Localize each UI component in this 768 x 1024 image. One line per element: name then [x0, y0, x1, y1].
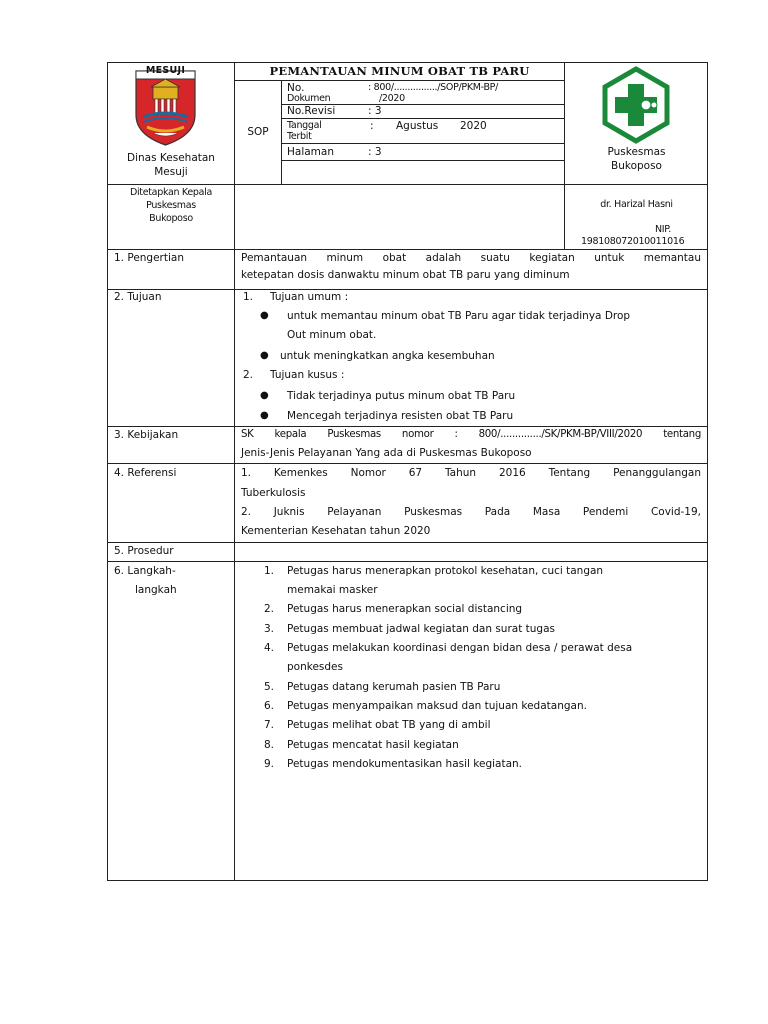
row-divider	[107, 463, 708, 464]
meta-value-tanggal-year: 2020	[460, 120, 487, 132]
meta-value-tanggal-month: Agustus	[396, 120, 439, 132]
meta-value-revisi: : 3	[368, 105, 382, 117]
row-divider	[107, 426, 708, 427]
sop-label: SOP	[247, 126, 269, 138]
kebijakan-line1: SK kepala Puskesmas nomor : 800/............../SK/PKM-BP/VIII/2020 tentang	[241, 429, 701, 440]
pengertian-line1: Pemantauan minum obat adalah suatu kegiatan untuk memantau	[241, 252, 701, 264]
step-number: 5.	[264, 681, 275, 693]
step-number: 8.	[264, 739, 275, 751]
emblem-banner-text: MESUJI	[145, 65, 186, 76]
meta-value-no-dokumen: : 800/................/SOP/PKM-BP/	[368, 82, 498, 93]
step-text-cont: memakai masker	[287, 584, 378, 596]
tujuan-kusus-item1: Tidak terjadinya putus minum obat TB Paru	[287, 390, 516, 402]
meta-value-halaman: : 3	[368, 146, 382, 158]
meta-label-revisi: No.Revisi	[287, 105, 336, 117]
signatory-nip-label: NIP.	[655, 224, 671, 235]
row-divider	[107, 289, 708, 290]
section-label-referensi: 4. Referensi	[114, 467, 177, 479]
row-divider	[107, 561, 708, 562]
row-divider	[107, 249, 708, 250]
step-number: 1.	[264, 565, 275, 577]
referensi-2-line2: Kementerian Kesehatan tahun 2020	[241, 525, 431, 537]
section-label-langkah-line1: 6. Langkah-	[114, 565, 176, 577]
meta-value-tanggal-colon: :	[370, 120, 374, 132]
left-org-line1: Dinas Kesehatan	[127, 152, 215, 164]
right-org-line2: Bukoposo	[611, 160, 662, 172]
left-org-line2: Mesuji	[154, 166, 188, 178]
tujuan-umum-title: Tujuan umum :	[270, 291, 349, 303]
step-text: Petugas menyampaikan maksud dan tujuan kedatangan.	[287, 700, 587, 712]
meta-label-no: No.	[287, 82, 305, 94]
section-label-tujuan: 2. Tujuan	[114, 291, 162, 303]
section-label-pengertian: 1. Pengertian	[114, 252, 184, 264]
puskesmas-green-cross-logo-icon	[597, 66, 675, 144]
tujuan-umum-item1-line2: Out minum obat.	[287, 329, 377, 341]
referensi-1-line2: Tuberkulosis	[241, 487, 306, 499]
step-text: Petugas mencatat hasil kegiatan	[287, 739, 459, 751]
step-text: Petugas harus menerapkan protokol kesehatan, cuci tangan	[287, 565, 604, 577]
approval-left-line1: Ditetapkan Kepala	[129, 187, 213, 198]
step-number: 4.	[264, 642, 275, 654]
step-text: Petugas mendokumentasikan hasil kegiatan.	[287, 758, 523, 770]
kebijakan-line2: Jenis-Jenis Pelayanan Yang ada di Puskesmas Bukoposo	[241, 447, 532, 459]
signatory-nip: 198108072010011016	[581, 236, 685, 247]
step-number: 7.	[264, 719, 275, 731]
step-text: Petugas datang kerumah pasien TB Paru	[287, 681, 501, 693]
tujuan-kusus-number: 2.	[243, 369, 254, 381]
label-column-divider	[234, 62, 235, 881]
section-label-prosedur: 5. Prosedur	[114, 545, 174, 557]
row-divider	[107, 542, 708, 543]
section-label-langkah-line2: langkah	[135, 584, 177, 596]
mesuji-regency-emblem-icon	[133, 65, 198, 147]
section-label-kebijakan: 3. Kebijakan	[114, 429, 179, 441]
step-number: 6.	[264, 700, 275, 712]
meta-label-dokumen: Dokumen	[287, 93, 331, 104]
referensi-1-line1: 1. Kemenkes Nomor 67 Tahun 2016 Tentang Penanggulangan	[241, 467, 701, 479]
approval-left-line2: Puskesmas	[146, 200, 196, 211]
tujuan-kusus-title: Tujuan kusus :	[270, 369, 345, 381]
meta-divider	[281, 143, 564, 144]
bullet-icon: ●	[260, 410, 269, 421]
signatory-name: dr. Harizal Hasni	[600, 199, 673, 210]
meta-label-tanggal: Tanggal	[287, 120, 322, 131]
meta-label-terbit: Terbit	[287, 131, 312, 142]
meta-divider	[281, 160, 564, 161]
bullet-icon: ●	[260, 390, 269, 401]
document-title: PEMANTAUAN MINUM OBAT TB PARU	[269, 64, 530, 78]
pengertian-line2: ketepatan dosis danwaktu minum obat TB paru yang diminum	[241, 269, 570, 281]
step-text-cont: ponkesdes	[287, 661, 343, 673]
approval-left-line3: Bukoposo	[149, 213, 193, 224]
bullet-icon: ●	[260, 350, 269, 361]
step-text: Petugas membuat jadwal kegiatan dan surat tugas	[287, 623, 556, 635]
step-text: Petugas harus menerapkan social distancing	[287, 603, 523, 615]
step-number: 2.	[264, 603, 275, 615]
referensi-2-line1: 2. Juknis Pelayanan Puskesmas Pada Masa Pendemi Covid-19,	[241, 506, 701, 518]
tujuan-umum-item1-line1: untuk memantau minum obat TB Paru agar tidak terjadinya Drop	[287, 310, 631, 322]
step-text: Petugas melihat obat TB yang di ambil	[287, 719, 491, 731]
meta-label-halaman: Halaman	[287, 146, 334, 158]
row-divider	[107, 184, 708, 185]
right-org-line1: Puskesmas	[607, 146, 666, 158]
tujuan-umum-number: 1.	[243, 291, 254, 303]
step-number: 9.	[264, 758, 275, 770]
meta-value-no-dokumen-year: /2020	[379, 93, 405, 104]
tujuan-kusus-item2: Mencegah terjadinya resisten obat TB Paru	[287, 410, 514, 422]
step-text: Petugas melakukan koordinasi dengan bidan desa / perawat desa	[287, 642, 633, 654]
bullet-icon: ●	[260, 310, 269, 321]
tujuan-umum-item2: untuk meningkatkan angka kesembuhan	[280, 350, 495, 362]
sop-column-divider	[281, 80, 282, 184]
step-number: 3.	[264, 623, 275, 635]
